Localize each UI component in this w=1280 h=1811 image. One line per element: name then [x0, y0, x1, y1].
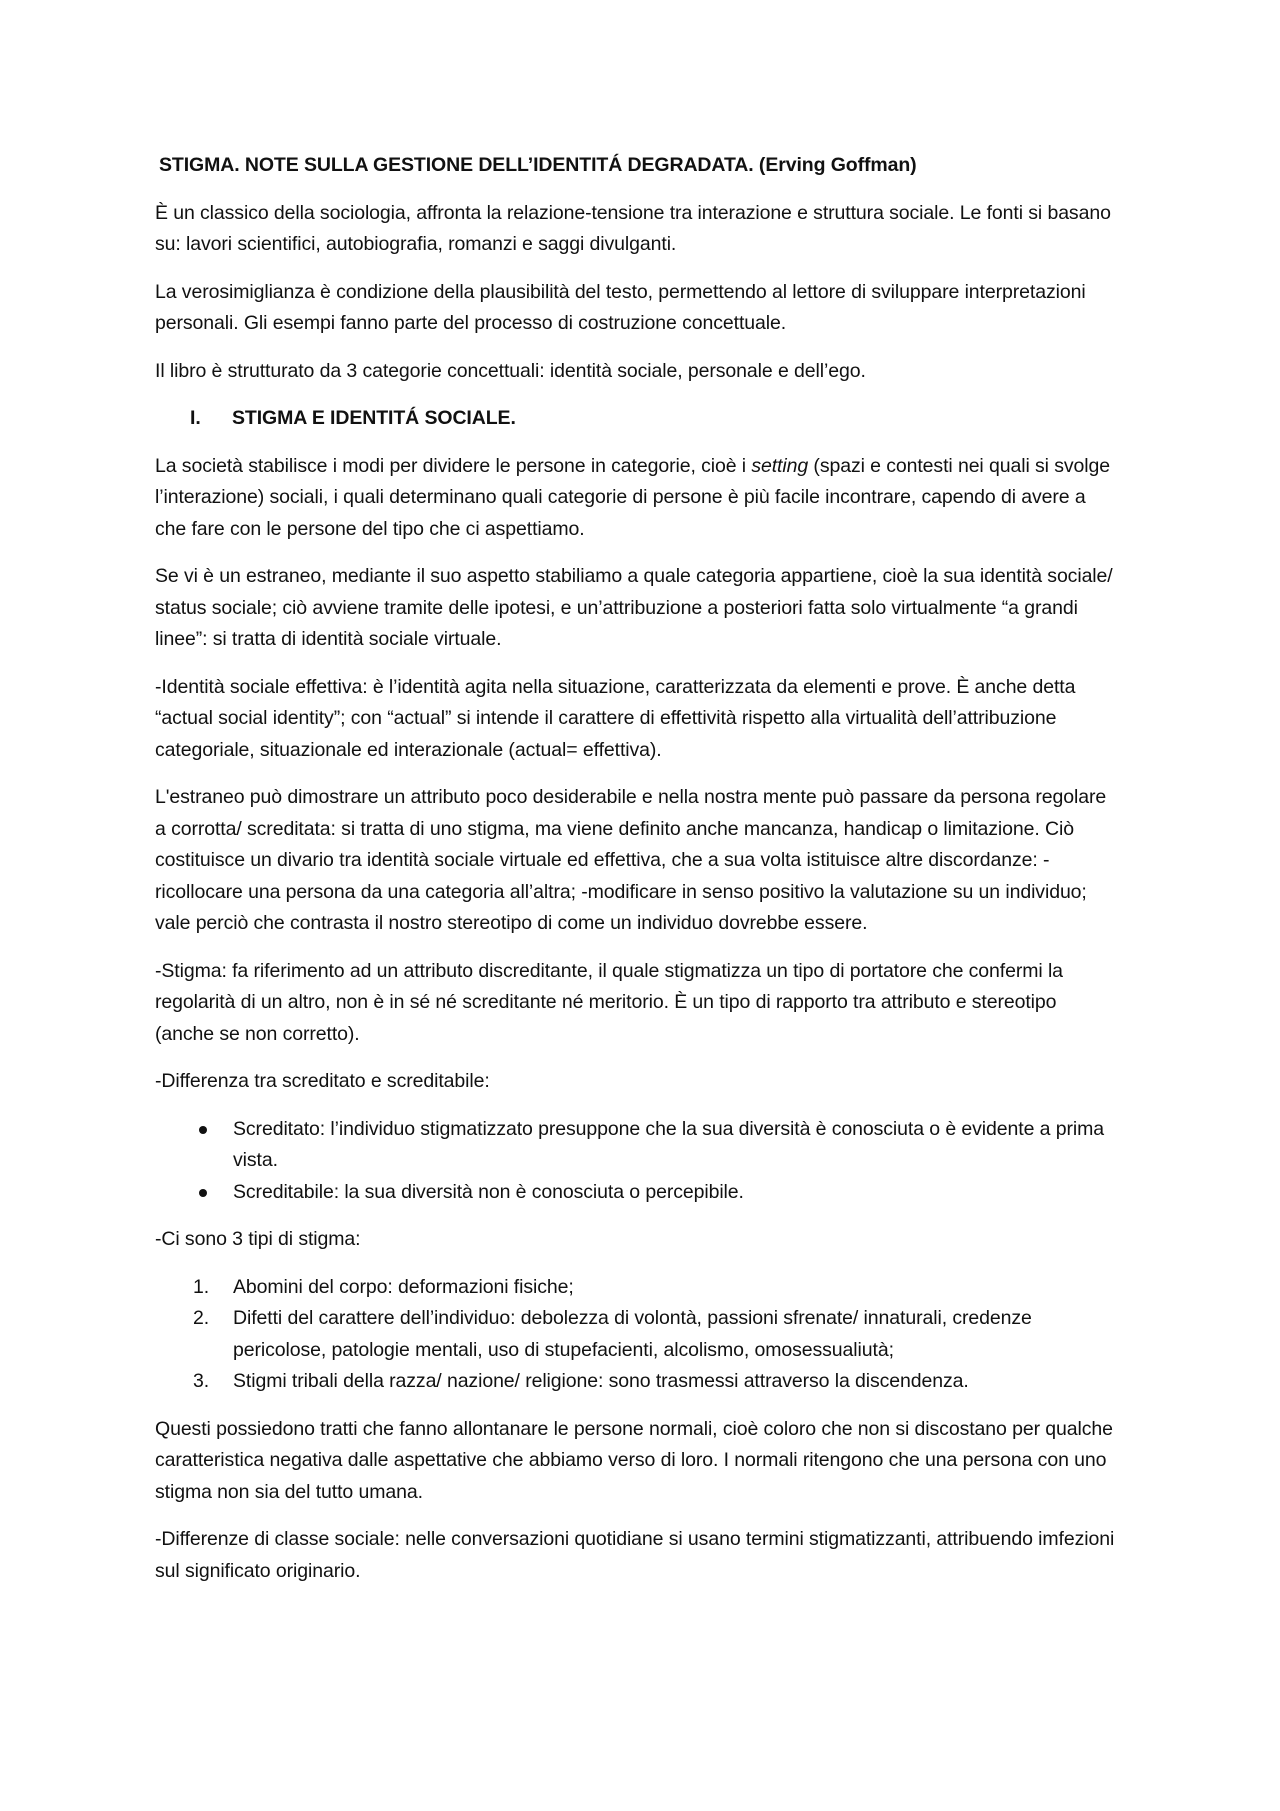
section-number: I. — [190, 407, 201, 429]
body-paragraph-difference: -Differenza tra screditato e screditabile: — [155, 1070, 490, 1092]
body-paragraph-stigma: -Stigma: fa riferimento ad un attributo discreditante, il quale stigmatizza un tipo di portatore che confermi la regolarità di un altro, non è in sé né screditante né meritorio. È un tipo di rapporto tra attributo e stereotipo (anche se non corretto). — [155, 959, 1063, 1045]
section-heading — [190, 403, 1115, 435]
numbered-list — [155, 1272, 1115, 1398]
list-item-text: Screditato: l’individuo stigmatizzato presuppone che la sua diversità è conosciuta o è evidente a prima vista. — [233, 1117, 1104, 1171]
list-number: 2. — [193, 1307, 210, 1329]
stigma-types-intro: -Ci sono 3 tipi di stigma: — [155, 1228, 361, 1250]
body-paragraph-stranger: L'estraneo può dimostrare un attributo poco desiderabile e nella nostra mente può passare da persona regolare a corrotta/ screditata: si tratta di uno stigma, ma viene definito anche mancanza, handicap o limitazione. Ciò costituisce un divario tra identità sociale virtuale ed effettiva, che a sua volta istituisce altre discordanze: -ricollocare una persona da una categoria all’altra; -modificare in senso positivo la valutazione su un individuo; vale perciò che contrasta il nostro stereotipo di come un individuo dovrebbe essere. — [155, 786, 1107, 934]
setting-text-after: (spazi e contesti nei quali si svolge l’interazione) sociali, i quali determinano quali categorie di persone è più facile incontrare, capendo di avere a che fare con le persone del tipo che ci aspettiamo. — [155, 454, 1110, 540]
body-paragraph-effective-identity: -Identità sociale effettiva: è l’identità agita nella situazione, caratterizzata da elementi e prove. È anche detta “actual social identity”; con “actual” si intende il carattere di effettività rispetto alla virtualità dell’attribuzione categoriale, situazionale ed interazionale (actual= effettiva). — [155, 675, 1076, 761]
list-number: 1. — [193, 1275, 210, 1298]
document-page — [155, 150, 1115, 1603]
list-item-text: Stigmi tribali della razza/ nazione/ religione: sono trasmessi attraverso la discendenza. — [233, 1370, 969, 1392]
setting-paragraph — [155, 451, 1115, 546]
bullet-list — [155, 1114, 1115, 1209]
intro-paragraph-3: Il libro è strutturato da 3 categorie concettuali: identità sociale, personale e dell’ego. — [155, 359, 866, 382]
body-paragraph-virtual-identity: Se vi è un estraneo, mediante il suo aspetto stabiliamo a quale categoria appartiene, cioè la sua identità sociale/ status sociale; ciò avviene tramite delle ipotesi, e un’attribuzione a posteriori fatta solo virtualmente “a grandi linee”: si tratta di identità sociale virtuale. — [155, 565, 1113, 650]
list-item — [155, 1303, 1115, 1366]
list-item-text: Screditabile: la sua diversità non è conosciuta o percepibile. — [233, 1180, 744, 1203]
list-item — [155, 1177, 1115, 1209]
document-title: STIGMA. NOTE SULLA GESTIONE DELL’IDENTITÁ DEGRADATA. (Erving Goffman) — [159, 154, 917, 176]
list-item — [155, 1366, 1115, 1398]
list-item — [155, 1114, 1115, 1177]
list-number: 3. — [193, 1370, 210, 1392]
intro-paragraph-1: È un classico della sociologia, affronta la relazione-tensione tra interazione e struttura sociale. Le fonti si basano su: lavori scientifici, autobiografia, romanzi e saggi divulganti. — [155, 201, 1111, 255]
list-item-text: Abomini del corpo: deformazioni fisiche; — [233, 1275, 574, 1298]
section-title: STIGMA E IDENTITÁ SOCIALE. — [232, 407, 516, 429]
closing-paragraph-normals: Questi possiedono tratti che fanno allontanare le persone normali, cioè coloro che non si discostano per qualche caratteristica negativa dalle aspettative che abbiamo verso di loro. I normali ritengono che una persona con uno stigma non sia del tutto umana. — [155, 1417, 1113, 1503]
closing-paragraph-social-class: -Differenze di classe sociale: nelle conversazioni quotidiane si usano termini stigmatizzanti, attribuendo imfezioni sul significato originario. — [155, 1528, 1115, 1582]
bullet-icon — [199, 1189, 207, 1197]
list-item-text: Difetti del carattere dell’individuo: debolezza di volontà, passioni sfrenate/ innaturali, credenze pericolose, patologie mentali, uso di stupefacienti, alcolismo, omosessualiutà; — [233, 1307, 1032, 1361]
list-item — [155, 1272, 1115, 1304]
setting-term: setting — [751, 454, 809, 477]
setting-text-before: La società stabilisce i modi per dividere le persone in categorie, cioè i — [155, 454, 752, 477]
bullet-icon — [199, 1126, 207, 1134]
intro-paragraph-2: La verosimiglianza è condizione della plausibilità del testo, permettendo al lettore di sviluppare interpretazioni personali. Gli esempi fanno parte del processo di costruzione concettuale. — [155, 280, 1086, 334]
